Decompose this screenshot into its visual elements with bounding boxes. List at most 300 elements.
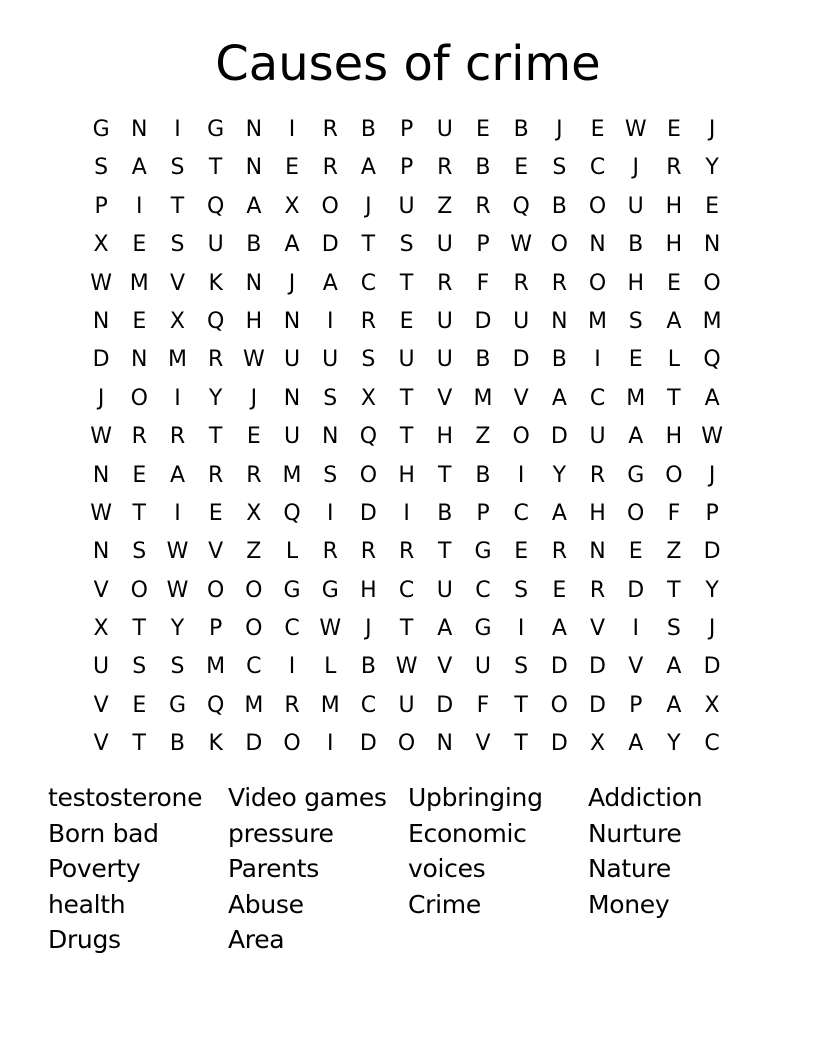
grid-letter[interactable]: E [132,692,147,718]
grid-letter[interactable]: B [475,462,491,488]
grid-letter[interactable]: A [360,155,376,181]
grid-letter[interactable]: P [629,692,643,718]
grid-letter[interactable]: M [167,347,187,373]
grid-letter[interactable]: D [359,731,377,757]
grid-letter[interactable]: C [513,500,529,526]
grid-letter[interactable]: R [360,308,377,334]
grid-letter[interactable]: I [174,385,181,411]
grid-letter[interactable]: X [284,193,300,219]
grid-letter[interactable]: N [92,462,110,488]
word-bank-item: Economic [408,818,527,848]
grid-letter[interactable]: P [399,155,414,181]
grid-letter[interactable]: N [131,347,148,373]
grid-letter[interactable]: R [437,270,453,296]
grid-letter[interactable]: R [589,462,606,488]
grid-letter[interactable]: E [666,270,681,296]
grid-letter[interactable]: U [398,193,415,219]
grid-letter[interactable]: M [626,385,646,411]
grid-letter[interactable]: N [551,308,568,334]
grid-letter[interactable]: S [323,385,338,411]
grid-letter[interactable]: S [132,539,147,565]
grid-letter[interactable]: J [250,385,258,411]
grid-letter[interactable]: U [436,347,453,373]
grid-letter[interactable]: E [132,308,147,334]
grid-letter[interactable]: J [288,270,296,296]
grid-letter[interactable]: C [360,692,377,718]
grid-letter[interactable]: W [166,539,189,565]
grid-letter[interactable]: A [666,692,682,718]
grid-letter[interactable]: M [129,270,149,296]
grid-letter[interactable]: N [321,424,339,450]
grid-letter[interactable]: A [322,270,338,296]
grid-letter[interactable]: V [93,577,109,603]
grid-letter[interactable]: G [627,462,645,488]
grid-letter[interactable]: W [624,117,647,142]
grid-letter[interactable]: R [208,347,224,373]
grid-letter[interactable]: O [703,270,721,296]
grid-letter[interactable]: N [703,232,721,258]
grid-letter[interactable]: G [283,577,301,603]
grid-letter[interactable]: O [206,577,225,603]
grid-letter[interactable]: S [514,577,529,603]
grid-letter[interactable]: A [551,385,567,411]
grid-letter[interactable]: H [665,232,683,258]
grid-row [82,380,732,418]
grid-letter[interactable]: D [321,232,339,258]
grid-letter[interactable]: T [438,462,452,488]
grid-letter[interactable]: C [589,155,606,181]
grid-letter[interactable]: R [208,462,224,488]
grid-letter[interactable]: T [667,385,681,411]
grid-letter[interactable]: D [359,500,377,526]
grid-letter[interactable]: T [399,270,414,296]
grid-letter[interactable]: W [701,424,723,450]
grid-letter[interactable]: Q [283,500,301,526]
grid-letter[interactable]: T [170,193,185,219]
grid-letter[interactable]: A [131,155,147,181]
grid-letter[interactable]: O [359,462,378,488]
grid-letter[interactable]: I [174,117,181,142]
grid-letter[interactable]: Q [359,424,378,450]
grid-letter[interactable]: G [207,117,225,142]
grid-letter[interactable]: T [399,385,414,411]
grid-letter[interactable]: T [208,424,223,450]
grid-letter[interactable]: S [361,347,376,373]
grid-letter[interactable]: F [476,270,490,296]
grid-letter[interactable]: C [360,270,377,296]
grid-letter[interactable]: J [556,117,563,142]
grid-letter[interactable]: X [589,731,606,757]
grid-letter[interactable]: E [628,347,643,373]
grid-letter[interactable]: N [245,117,263,142]
grid-letter[interactable]: V [437,654,453,680]
grid-letter[interactable]: J [365,616,372,642]
grid-letter[interactable]: O [550,232,568,258]
grid-letter[interactable]: E [514,155,529,181]
grid-letter[interactable]: D [550,654,568,680]
grid-letter[interactable]: I [517,462,525,488]
grid-letter[interactable]: I [403,500,410,526]
grid-letter[interactable]: N [589,539,606,565]
grid-letter[interactable]: R [131,424,147,450]
grid-letter[interactable]: A [666,654,682,680]
grid-letter[interactable]: H [360,577,377,603]
grid-letter[interactable]: C [246,654,262,680]
grid-letter[interactable]: O [130,385,148,411]
grid-letter[interactable]: B [551,347,567,373]
grid-letter[interactable]: W [395,654,418,680]
grid-letter[interactable]: E [399,308,414,334]
grid-letter[interactable]: E [514,539,529,565]
grid-letter[interactable]: U [513,308,530,334]
grid-letter[interactable]: E [590,117,605,142]
grid-letter[interactable]: Y [705,577,719,603]
grid-letter[interactable]: R [551,270,567,296]
grid-letter[interactable]: X [360,385,376,411]
grid-letter[interactable]: U [93,654,110,680]
grid-letter[interactable]: U [436,308,453,334]
grid-letter[interactable]: G [474,539,492,565]
grid-letter[interactable]: P [476,500,490,526]
grid-letter[interactable]: Y [705,155,719,181]
grid-letter[interactable]: V [437,385,453,411]
grid-letter[interactable]: J [708,462,716,488]
grid-letter[interactable]: I [632,616,639,642]
grid-letter[interactable]: R [551,539,567,565]
grid-letter[interactable]: M [244,692,264,718]
grid-letter[interactable]: B [437,500,453,526]
grid-letter[interactable]: Z [437,193,453,219]
grid-letter[interactable]: R [475,193,491,219]
grid-letter[interactable]: T [132,500,146,526]
grid-letter[interactable]: Y [208,385,223,411]
grid-letter[interactable]: X [704,692,720,718]
grid-letter[interactable]: K [208,270,223,296]
grid-letter[interactable]: T [361,232,376,258]
grid-letter[interactable]: O [588,270,607,296]
grid-letter[interactable]: I [326,500,334,526]
grid-letter[interactable]: R [513,270,529,296]
grid-letter[interactable]: A [704,385,720,411]
grid-letter[interactable]: I [517,616,525,642]
grid-letter[interactable]: U [436,232,453,258]
grid-letter[interactable]: P [705,500,719,526]
grid-letter[interactable]: R [589,577,606,603]
grid-letter[interactable]: U [283,424,301,450]
grid-letter[interactable]: M [282,462,302,488]
grid-letter[interactable]: I [326,731,334,757]
grid-letter[interactable]: U [207,232,224,258]
grid-letter[interactable]: W [166,577,189,603]
grid-letter[interactable]: T [514,731,528,757]
grid-letter[interactable]: N [131,117,148,142]
grid-letter[interactable]: N [283,308,301,334]
grid-letter[interactable]: N [283,385,301,411]
grid-letter[interactable]: H [665,193,683,219]
grid-letter[interactable]: P [209,616,223,642]
grid-letter[interactable]: O [588,193,607,219]
grid-letter[interactable]: D [703,539,721,565]
grid-letter[interactable]: E [285,155,299,181]
grid-row [82,495,732,533]
word-bank-item: Nature [588,854,671,884]
grid-letter[interactable]: M [473,385,493,411]
grid-letter[interactable]: A [551,616,567,642]
grid-letter[interactable]: Z [475,424,491,450]
grid-letter[interactable]: Q [206,692,225,718]
grid-letter[interactable]: H [245,308,263,334]
grid-letter[interactable]: I [288,117,296,142]
grid-letter[interactable]: W [90,500,112,526]
grid-letter[interactable]: F [476,692,490,718]
grid-letter[interactable]: C [704,731,720,757]
grid-letter[interactable]: O [321,193,339,219]
grid-letter[interactable]: Y [170,616,185,642]
grid-letter[interactable]: X [93,616,109,642]
grid-letter[interactable]: B [628,232,644,258]
grid-letter[interactable]: J [708,117,716,142]
grid-letter[interactable]: H [665,424,683,450]
grid-letter[interactable]: D [627,577,645,603]
grid-letter[interactable]: C [589,385,606,411]
grid-letter[interactable]: J [708,616,716,642]
grid-letter[interactable]: R [437,155,453,181]
grid-letter[interactable]: S [323,462,338,488]
grid-letter[interactable]: U [474,654,492,680]
grid-letter[interactable]: O [512,424,530,450]
grid-letter[interactable]: U [398,347,415,373]
grid-letter[interactable]: A [169,462,185,488]
grid-letter[interactable]: N [436,731,454,757]
grid-letter[interactable]: V [513,385,529,411]
grid-letter[interactable]: T [132,616,146,642]
grid-letter[interactable]: U [589,424,606,450]
grid-letter[interactable]: E [628,539,643,565]
grid-letter[interactable]: P [94,193,108,219]
grid-letter[interactable]: N [245,270,263,296]
grid-letter[interactable]: B [475,347,491,373]
grid-letter[interactable]: T [132,731,146,757]
grid-letter[interactable]: G [321,577,339,603]
grid-letter[interactable]: R [666,155,682,181]
grid-letter[interactable]: M [320,692,340,718]
grid-letter[interactable]: R [398,539,415,565]
grid-letter[interactable]: E [666,117,681,142]
grid-letter[interactable]: A [284,232,300,258]
grid-row [82,418,732,456]
grid-letter[interactable]: B [551,193,567,219]
grid-letter[interactable]: R [246,462,262,488]
grid-letter[interactable]: B [360,654,376,680]
grid-letter[interactable]: F [667,500,681,526]
grid-letter[interactable]: E [476,117,490,142]
grid-letter[interactable]: Q [206,308,225,334]
grid-letter[interactable]: B [513,117,529,142]
grid-letter[interactable]: E [552,577,567,603]
grid-letter[interactable]: A [628,731,644,757]
grid-letter[interactable]: O [245,577,263,603]
grid-letter[interactable]: O [283,731,301,757]
grid-letter[interactable]: A [666,308,682,334]
grid-letter[interactable]: V [475,731,491,757]
grid-letter[interactable]: D [474,308,492,334]
grid-letter[interactable]: I [594,347,601,373]
grid-letter[interactable]: S [399,232,414,258]
grid-letter[interactable]: P [476,232,490,258]
grid-letter[interactable]: I [136,193,143,219]
grid-letter[interactable]: Q [512,193,530,219]
grid-letter[interactable]: W [319,616,342,642]
grid-letter[interactable]: N [92,539,110,565]
grid-letter[interactable]: G [168,692,186,718]
grid-letter[interactable]: W [510,232,533,258]
grid-letter[interactable]: O [245,616,263,642]
grid-letter[interactable]: T [399,424,414,450]
grid-letter[interactable]: S [666,616,681,642]
grid-letter[interactable]: W [90,424,112,450]
grid-letter[interactable]: O [665,462,683,488]
grid-letter[interactable]: R [360,539,377,565]
grid-letter[interactable]: R [322,155,338,181]
grid-letter[interactable]: C [284,616,300,642]
grid-letter[interactable]: M [588,308,608,334]
grid-letter[interactable]: E [132,462,147,488]
grid-letter[interactable]: S [170,654,185,680]
grid-letter[interactable]: V [93,692,109,718]
grid-letter[interactable]: R [169,424,186,450]
grid-letter[interactable]: X [246,500,262,526]
grid-letter[interactable]: R [284,692,300,718]
grid-letter[interactable]: O [550,692,568,718]
grid-letter[interactable]: S [552,155,567,181]
grid-letter[interactable]: L [285,539,299,565]
grid-letter[interactable]: A [437,616,453,642]
grid-letter[interactable]: V [628,654,644,680]
grid-letter[interactable]: L [667,347,681,373]
grid-letter[interactable]: S [132,654,147,680]
grid-letter[interactable]: V [208,539,224,565]
grid-letter[interactable]: S [628,308,643,334]
grid-letter[interactable]: N [245,155,263,181]
grid-letter[interactable]: R [322,539,338,565]
grid-letter[interactable]: M [702,308,722,334]
grid-letter[interactable]: E [132,232,147,258]
grid-row [82,111,732,149]
grid-letter[interactable]: Z [666,539,682,565]
grid-letter[interactable]: S [170,155,185,181]
grid-letter[interactable]: W [90,270,112,296]
grid-letter[interactable]: U [322,347,339,373]
grid-letter[interactable]: Z [246,539,262,565]
word-bank-item: Area [228,925,285,955]
grid-letter[interactable]: H [589,500,606,526]
grid-letter[interactable]: U [436,117,453,142]
grid-letter[interactable]: B [246,232,262,258]
grid-letter[interactable]: Q [703,347,721,373]
grid-letter[interactable]: Q [206,193,225,219]
grid-letter[interactable]: O [397,731,416,757]
grid-letter[interactable]: T [438,539,452,565]
grid-letter[interactable]: S [170,232,185,258]
grid-letter[interactable]: D [550,424,568,450]
grid-letter[interactable]: J [365,193,372,219]
grid-letter[interactable]: U [283,347,301,373]
grid-letter[interactable]: K [208,731,223,757]
grid-letter[interactable]: T [399,616,414,642]
grid-letter[interactable]: V [590,616,606,642]
grid-letter[interactable]: D [703,654,721,680]
grid-letter[interactable]: G [474,616,492,642]
word-bank-item: Addiction [588,783,703,812]
grid-letter[interactable]: T [667,577,681,603]
grid-letter[interactable]: R [322,117,338,142]
grid-letter[interactable]: A [628,424,644,450]
grid-letter[interactable]: H [398,462,415,488]
grid-letter[interactable]: H [627,270,644,296]
grid-letter[interactable]: U [436,577,453,603]
grid-letter[interactable]: X [169,308,185,334]
grid-letter[interactable]: A [551,500,567,526]
grid-row [82,648,732,686]
grid-letter[interactable]: D [92,347,110,373]
grid-letter[interactable]: O [130,577,148,603]
grid-letter[interactable]: D [245,731,263,757]
grid-letter[interactable]: E [705,193,720,219]
grid-letter[interactable]: B [169,731,186,757]
grid-letter[interactable]: B [475,155,491,181]
grid-letter[interactable]: N [589,232,606,258]
grid-letter[interactable]: J [97,385,105,411]
grid-letter[interactable]: I [326,308,334,334]
grid-letter[interactable]: H [436,424,454,450]
grid-letter[interactable]: U [627,193,644,219]
grid-letter[interactable]: J [632,155,639,181]
grid-letter[interactable]: D [512,347,530,373]
grid-letter[interactable]: X [93,232,109,258]
grid-letter[interactable]: D [589,692,606,718]
grid-letter[interactable]: T [514,692,528,718]
grid-letter[interactable]: D [589,654,606,680]
grid-letter[interactable]: E [208,500,223,526]
grid-letter[interactable]: Y [667,731,681,757]
grid-letter[interactable]: G [92,117,110,142]
grid-letter[interactable]: C [398,577,415,603]
grid-letter[interactable]: I [174,500,181,526]
grid-letter[interactable]: N [92,308,110,334]
grid-letter[interactable]: T [208,155,223,181]
grid-letter[interactable]: V [93,731,109,757]
grid-letter[interactable]: S [514,654,529,680]
grid-letter[interactable]: I [288,654,296,680]
grid-letter[interactable]: P [399,117,414,142]
grid-letter[interactable]: D [436,692,454,718]
grid-letter[interactable]: B [360,117,376,142]
grid-row [82,610,732,648]
grid-row [82,149,732,187]
grid-letter[interactable]: V [169,270,185,296]
grid-letter[interactable]: C [475,577,491,603]
grid-letter[interactable]: A [246,193,262,219]
grid-letter[interactable]: M [206,654,226,680]
grid-letter[interactable]: L [324,654,337,680]
grid-letter[interactable]: O [627,500,645,526]
grid-letter[interactable]: E [246,424,261,450]
grid-letter[interactable]: U [398,692,415,718]
grid-letter[interactable]: W [242,347,265,373]
grid-letter[interactable]: Y [552,462,567,488]
grid-letter[interactable]: D [550,731,568,757]
grid-letter[interactable]: S [94,155,109,181]
